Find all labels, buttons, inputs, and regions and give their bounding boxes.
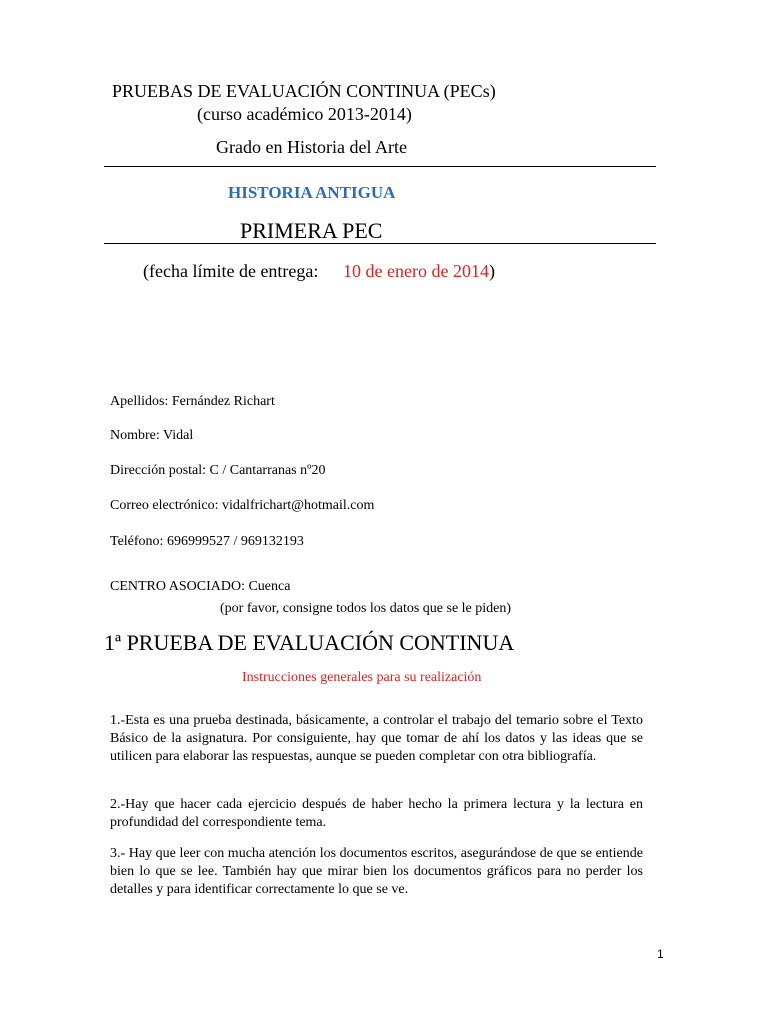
title-divider — [104, 243, 656, 244]
form-note: (por favor, consigne todos los datos que se le piden) — [220, 601, 512, 616]
deadline-label: (fecha límite de entrega: — [143, 261, 319, 281]
header-title: PRUEBAS DE EVALUACIÓN CONTINUA (PECs) — [112, 81, 496, 101]
deadline-close: ) — [488, 261, 495, 281]
student-center: CENTRO ASOCIADO: Cuenca — [110, 579, 291, 594]
student-address: Dirección postal: C / Cantarranas nº20 — [110, 463, 326, 478]
page-number: 1 — [657, 947, 664, 961]
instruction-paragraph-2: 2.-Hay que hacer cada ejercicio después de haber hecho la primera lectura y la lectura en profundidad del correspondiente tema. — [110, 797, 643, 830]
student-phone: Teléfono: 696999527 / 969132193 — [110, 534, 304, 549]
pec-title: PRIMERA PEC — [240, 218, 383, 243]
prueba-title: 1ª PRUEBA DE EVALUACIÓN CONTINUA — [104, 630, 515, 655]
deadline-date: 10 de enero de 2014 — [343, 261, 489, 281]
header-divider — [104, 166, 656, 167]
academic-year: (curso académico 2013-2014) — [197, 104, 412, 124]
degree-name: Grado en Historia del Arte — [216, 137, 407, 157]
student-surname: Apellidos: Fernández Richart — [110, 394, 275, 409]
student-email: Correo electrónico: vidalfrichart@hotmail.com — [110, 498, 375, 513]
deadline — [343, 260, 495, 282]
subject-title: HISTORIA ANTIGUA — [228, 183, 396, 202]
student-name: Nombre: Vidal — [110, 428, 194, 443]
instruction-paragraph-1: 1.-Esta es una prueba destinada, básicamente, a controlar el trabajo del temario sobre el Texto Básico de la asignatura. Por consiguiente, hay que tomar de ahí los datos y las ideas que se utilicen para elaborar las respuestas, aunque se pueden completar con otra bibliografía. — [110, 713, 643, 764]
instruction-paragraph-3: 3.- Hay que leer con mucha atención los documentos escritos, asegurándose de que se entiende bien lo que se lee. También hay que mirar bien los documentos gráficos para no perder los detalles y para identificar correctamente lo que se ve. — [110, 846, 643, 897]
instructions-heading: Instrucciones generales para su realización — [242, 670, 482, 685]
